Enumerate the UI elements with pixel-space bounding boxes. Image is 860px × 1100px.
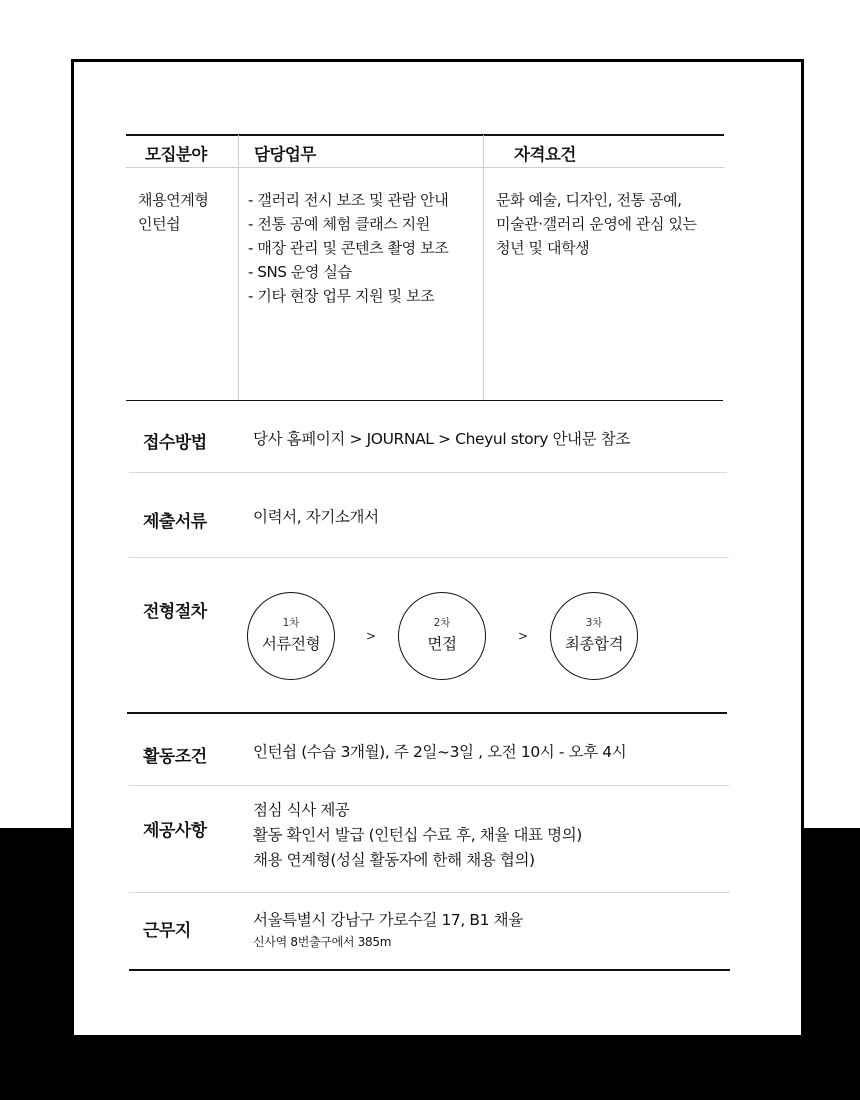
location-note: 신사역 8번출구에서 385m bbox=[253, 935, 392, 949]
process-rule bbox=[127, 712, 727, 714]
benefit-item: 점심 식사 제공 bbox=[253, 801, 350, 819]
step-3-number: 3차 bbox=[585, 617, 603, 629]
table-top-rule bbox=[126, 134, 724, 136]
documents-rule bbox=[129, 557, 729, 558]
step-arrow: > bbox=[366, 629, 377, 643]
duty-line: - 전통 공예 체험 클래스 지원 bbox=[248, 215, 430, 233]
step-3-name: 최종합격 bbox=[564, 635, 624, 653]
duty-line: - 갤러리 전시 보조 및 관람 안내 bbox=[248, 191, 449, 209]
qualification-line: 문화 예술, 디자인, 전통 공예, bbox=[496, 191, 682, 209]
table-bottom-rule bbox=[126, 400, 723, 401]
field-line: 인턴쉽 bbox=[138, 215, 181, 233]
location-address: 서울특별시 강남구 가로수길 17, B1 채율 bbox=[253, 911, 523, 929]
duty-line: - SNS 운영 실습 bbox=[248, 263, 352, 281]
benefits-rule bbox=[129, 892, 730, 893]
qualification-cell bbox=[496, 188, 697, 260]
apply-value: 당사 홈페이지 > JOURNAL > Cheyul story 안내문 참조 bbox=[253, 430, 630, 448]
conditions-value: 인턴쉽 (수습 3개월), 주 2일~3일 , 오전 10시 - 오후 4시 bbox=[253, 743, 627, 761]
qualification-line: 청년 및 대학생 bbox=[496, 239, 590, 257]
conditions-label: 활동조건 bbox=[143, 747, 207, 767]
duty-line: - 매장 관리 및 콘텐츠 촬영 보조 bbox=[248, 239, 449, 257]
location-rule bbox=[129, 969, 730, 971]
table-header-rule bbox=[126, 167, 724, 168]
header-duty: 담당업무 bbox=[254, 145, 316, 164]
step-2-number: 2차 bbox=[433, 617, 451, 629]
benefits-list bbox=[253, 798, 582, 873]
step-1-circle bbox=[247, 592, 335, 680]
benefit-item: 채용 연계형(성실 활동자에 한해 채용 협의) bbox=[253, 851, 535, 869]
duty-cell bbox=[248, 188, 448, 308]
documents-label: 제출서류 bbox=[143, 512, 207, 532]
location-label: 근무지 bbox=[143, 921, 191, 941]
qualification-line: 미술관·갤러리 운영에 관심 있는 bbox=[496, 215, 697, 233]
conditions-rule bbox=[129, 785, 729, 786]
location-block bbox=[253, 908, 523, 952]
step-1-number: 1차 bbox=[282, 617, 300, 629]
table-divider-2 bbox=[483, 135, 484, 400]
apply-label: 접수방법 bbox=[143, 433, 207, 453]
duty-line: - 기타 현장 업무 지원 및 보조 bbox=[248, 287, 435, 305]
table-divider-1 bbox=[238, 135, 239, 400]
benefits-label: 제공사항 bbox=[143, 821, 207, 841]
field-line: 채용연계형 bbox=[138, 191, 209, 209]
step-2-circle bbox=[398, 592, 486, 680]
step-1-name: 서류전형 bbox=[261, 635, 321, 653]
step-2-name: 면접 bbox=[427, 635, 457, 653]
step-3-circle bbox=[550, 592, 638, 680]
process-label: 전형절차 bbox=[143, 602, 207, 622]
header-qualification: 자격요건 bbox=[514, 145, 576, 164]
step-arrow: > bbox=[518, 629, 529, 643]
documents-value: 이력서, 자기소개서 bbox=[253, 508, 379, 526]
header-field: 모집분야 bbox=[145, 145, 207, 164]
benefit-item: 활동 확인서 발급 (인턴십 수료 후, 채율 대표 명의) bbox=[253, 826, 582, 844]
field-cell bbox=[138, 188, 208, 236]
apply-rule bbox=[129, 472, 727, 473]
